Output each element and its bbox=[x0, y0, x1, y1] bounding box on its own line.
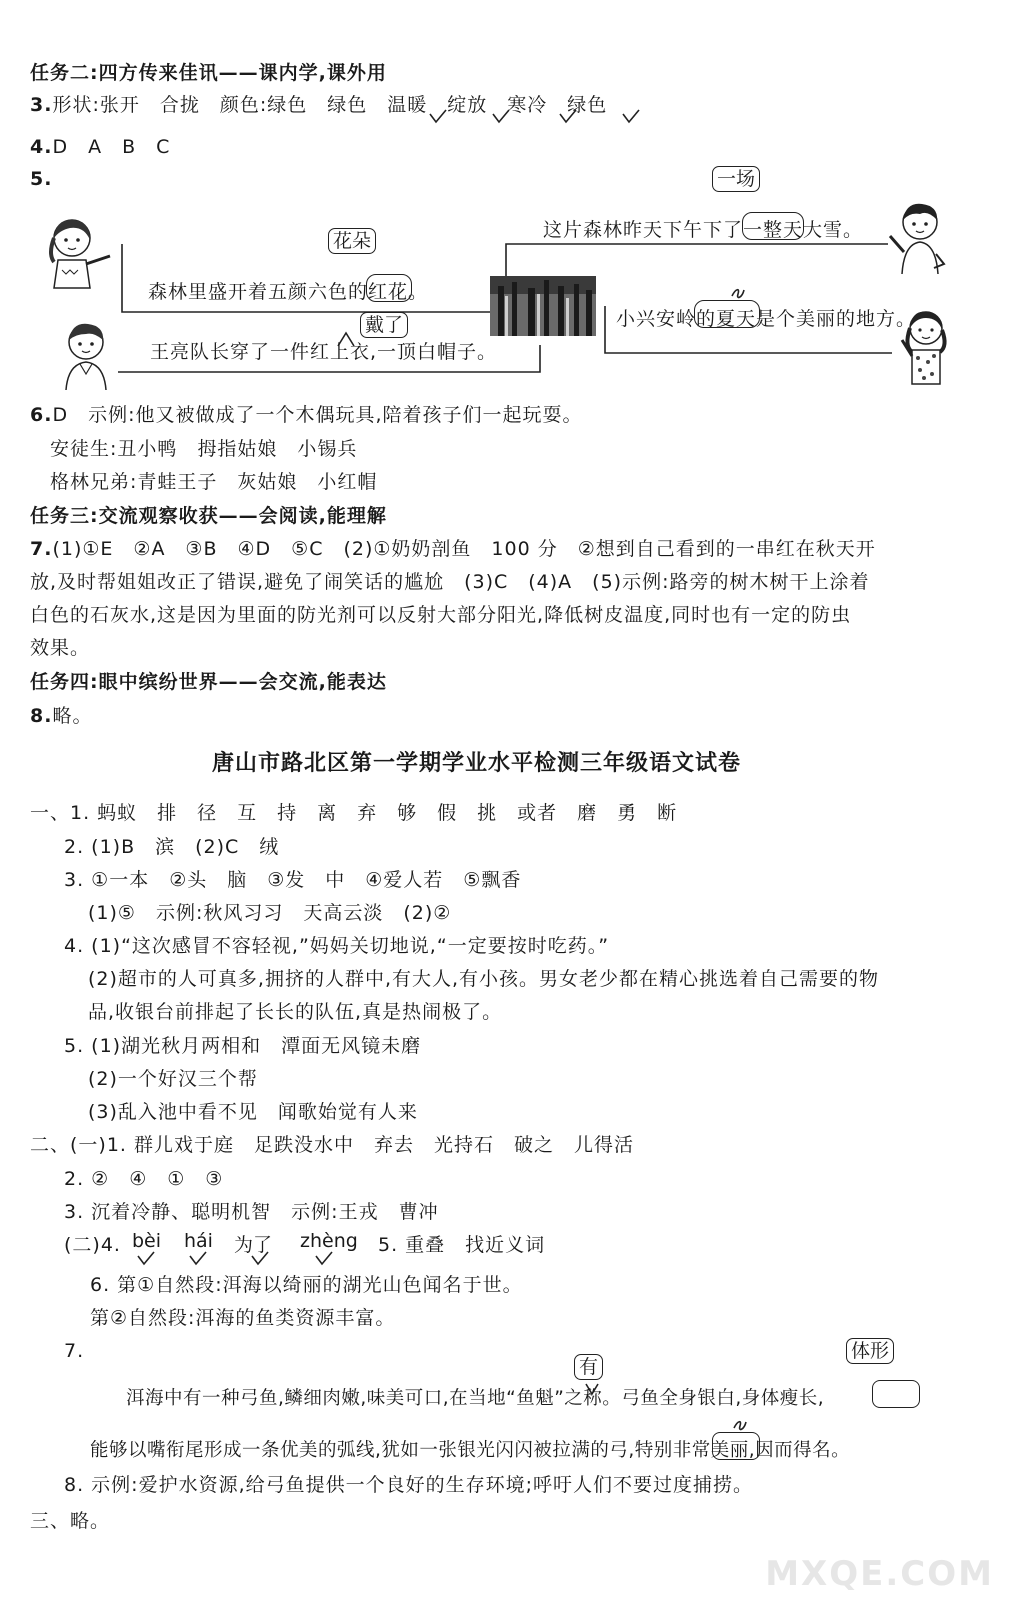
task2-title: 任务二:四方传来佳讯——课内学,课外用 bbox=[30, 62, 387, 84]
q3-text: 形状:张开 合拢 颜色:绿色 绿色 温暖 绽放 寒冷 绿色 bbox=[52, 94, 608, 116]
q8-label: 8. bbox=[30, 705, 53, 727]
part1-l1: 一、1. 蚂蚁 排 径 互 持 离 弃 够 假 挑 或者 磨 勇 断 bbox=[30, 802, 678, 824]
q7-line4: 效果。 bbox=[30, 637, 91, 659]
part1-l2: 2. (1)B 滨 (2)C 绒 bbox=[64, 836, 280, 858]
q5-sentence-4: 小兴安岭的夏天是个美丽的地方。 bbox=[616, 308, 917, 330]
part2-l6: 第②自然段:洱海的鱼类资源丰富。 bbox=[90, 1307, 396, 1329]
q6-line3: 格林兄弟:青蛙王子 灰姑娘 小红帽 bbox=[50, 471, 378, 493]
insert-you-box: 有 bbox=[574, 1354, 603, 1380]
q7-line3: 白色的石灰水,这是因为里面的防光剂可以反射大部分阳光,降低树皮温度,同时也有一定的防虫 bbox=[30, 604, 852, 626]
q5-correction-2: 戴了 bbox=[360, 312, 408, 338]
q5-correction-1: 花朵 bbox=[328, 228, 376, 254]
q4-text: D A B C bbox=[52, 136, 171, 158]
circle-tebie bbox=[712, 1432, 760, 1460]
q4-label: 4. bbox=[30, 136, 53, 158]
part2-l5: 6. 第①自然段:洱海以绮丽的湖光山色闻名于世。 bbox=[90, 1274, 523, 1296]
forest-image bbox=[490, 276, 596, 336]
part2-p2: 能够以嘴衔尾形成一条优美的弧线,犹如一张银光闪闪被拉满的弓,特别非常美丽,因而得名。 bbox=[90, 1440, 851, 1461]
q5-circle-1 bbox=[366, 274, 412, 302]
part2-l7: 7. bbox=[64, 1340, 85, 1362]
q7-label: 7. bbox=[30, 538, 53, 560]
pinyin-4: zhèng bbox=[300, 1230, 358, 1252]
part1-l10: (3)乱入池中看不见 闻歌始觉有人来 bbox=[88, 1101, 418, 1123]
part1-l3: 3. ①一本 ②头 脑 ③发 中 ④爱人若 ⑤飘香 bbox=[64, 869, 522, 891]
part1-l5: 4. (1)“这次感冒不容轻视,”妈妈关切地说,“一定要按时吃药。” bbox=[64, 935, 610, 957]
part2-l8: 8. 示例:爱护水资源,给弓鱼提供一个良好的生存环境;呼吁人们不要过度捕捞。 bbox=[64, 1474, 754, 1496]
q5-circle-3 bbox=[742, 212, 804, 240]
part2-l4b: 5. 重叠 找近义词 bbox=[378, 1234, 546, 1256]
q5-sentence-2: 王亮队长穿了一件红上衣,一顶白帽子。 bbox=[150, 341, 498, 363]
part1-l7: 品,收银台前排起了长长的队伍,真是热闹极了。 bbox=[88, 1001, 503, 1023]
girl-pointing-icon bbox=[40, 214, 120, 294]
part1-l4: (1)⑤ 示例:秋风习习 天高云淡 (2)② bbox=[88, 902, 452, 924]
q5-circle-4 bbox=[694, 300, 760, 328]
q8-text: 略。 bbox=[52, 705, 93, 727]
q7-line1 bbox=[30, 534, 876, 561]
task4-title: 任务四:眼中缤纷世界——会交流,能表达 bbox=[30, 671, 387, 693]
part1-l6: (2)超市的人可真多,拥挤的人群中,有大人,有小孩。男女老少都在精心挑选着自己需要的物 bbox=[88, 968, 880, 990]
task3-title: 任务三:交流观察收获——会阅读,能理解 bbox=[30, 505, 387, 527]
q5-sentence-3: 这片森林昨天下午下了一整天大雪。 bbox=[543, 219, 864, 241]
part2-l3: 3. 沉着冷静、聪明机智 示例:王戎 曹冲 bbox=[64, 1201, 439, 1223]
part2-l4a: (二)4. bbox=[64, 1234, 121, 1256]
q7-line1-text: (1)①E ②A ③B ④D ⑤C (2)①奶奶剖鱼 100 分 ②想到自己看到的一串红在秋天开 bbox=[52, 538, 876, 560]
exam-title: 唐山市路北区第一学期学业水平检测三年级语文试卷 bbox=[212, 751, 742, 776]
part2-l1: 二、(一)1. 群儿戏于庭 足跌没水中 弃去 光持石 破之 儿得活 bbox=[30, 1134, 634, 1156]
q6-label: 6. bbox=[30, 404, 53, 426]
q8-row bbox=[30, 701, 92, 728]
q5-correction-3: 一场 bbox=[712, 166, 760, 192]
boy-right-icon bbox=[884, 198, 956, 278]
q5-sentence-1: 森林里盛开着五颜六色的红花。 bbox=[148, 281, 429, 303]
pinyin-1: bèi bbox=[132, 1230, 162, 1252]
part2-l2: 2. ② ④ ① ③ bbox=[64, 1168, 224, 1190]
part1-l9: (2)一个好汉三个帮 bbox=[88, 1068, 258, 1090]
q3-label: 3. bbox=[30, 94, 53, 116]
part2-p1: 洱海中有一种弓鱼,鳞细肉嫩,味美可口,在当地“鱼魁”之称。弓鱼全身银白,身体瘦长, bbox=[126, 1388, 825, 1409]
q3-checkmarks bbox=[430, 110, 639, 122]
q7-line2: 放,及时帮姐姐改正了错误,避免了闹笑话的尴尬 (3)C (4)A (5)示例:路旁的树木树干上涂着 bbox=[30, 571, 870, 593]
part3-l1: 三、略。 bbox=[30, 1510, 111, 1532]
pinyin-3: 为了 bbox=[234, 1234, 273, 1256]
replace-tixing-box: 体形 bbox=[846, 1338, 894, 1364]
q5-label: 5. bbox=[30, 168, 53, 190]
boy-icon bbox=[54, 320, 120, 392]
q6-line2: 安徒生:丑小鸭 拇指姑娘 小锡兵 bbox=[50, 438, 358, 460]
pinyin-2: hái bbox=[184, 1230, 213, 1252]
q6-row bbox=[30, 400, 583, 427]
watermark: MXQE.COM bbox=[765, 1554, 994, 1594]
part1-l8: 5. (1)湖光秋月两相和 潭面无风镜未磨 bbox=[64, 1035, 422, 1057]
circle-shenti bbox=[872, 1380, 920, 1408]
q6-text: D 示例:他又被做成了一个木偶玩具,陪着孩子们一起玩耍。 bbox=[52, 404, 583, 426]
